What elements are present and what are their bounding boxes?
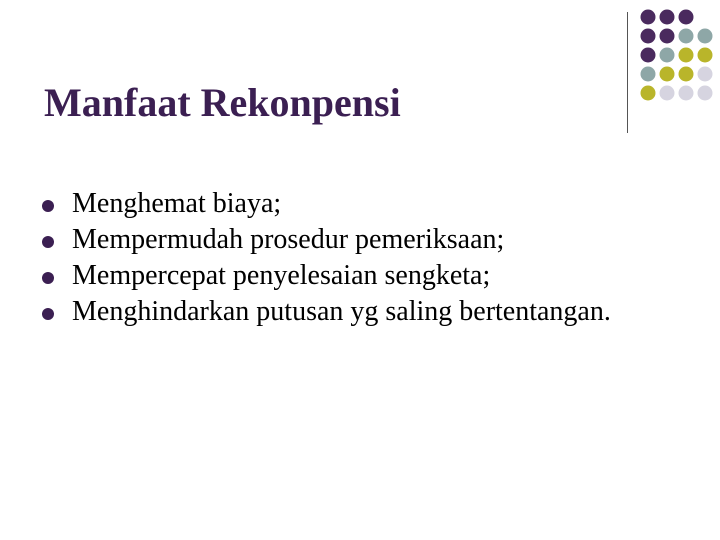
decor-dot [660, 48, 675, 63]
decor-dot [679, 67, 694, 82]
bullet-dot-icon [42, 236, 54, 248]
bullet-item [42, 222, 702, 258]
decor-dot [660, 29, 675, 44]
bullet-dot-icon [42, 200, 54, 212]
bullet-dot-icon [42, 272, 54, 284]
decor-dot [660, 10, 675, 25]
decor-dot [660, 86, 675, 101]
decor-dot [641, 67, 656, 82]
decor-dot [660, 67, 675, 82]
decor-dot [641, 48, 656, 63]
bullet-text: Mempermudah prosedur pemeriksaan; [72, 224, 505, 255]
bullet-item [42, 186, 702, 222]
bullet-text: Menghemat biaya; [72, 188, 282, 219]
bullet-list [42, 186, 702, 330]
bullet-dot-icon [42, 308, 54, 320]
bullet-item [42, 294, 702, 330]
decor-dot [679, 86, 694, 101]
slide-title: Manfaat Rekonpensi [44, 79, 401, 125]
decor-dot [698, 29, 713, 44]
decor-dot [698, 86, 713, 101]
decor-dot [641, 86, 656, 101]
bullet-text: Menghindarkan putusan yg saling bertentangan. [72, 296, 611, 327]
decor-dot [679, 29, 694, 44]
decor-dot [641, 10, 656, 25]
bullet-item [42, 258, 702, 294]
decor-dot [679, 48, 694, 63]
decor-dot [698, 48, 713, 63]
dot-grid-decoration [0, 0, 720, 140]
decor-dot [698, 67, 713, 82]
decor-dot [679, 10, 694, 25]
decor-dot [641, 29, 656, 44]
bullet-text: Mempercepat penyelesaian sengketa; [72, 260, 491, 291]
